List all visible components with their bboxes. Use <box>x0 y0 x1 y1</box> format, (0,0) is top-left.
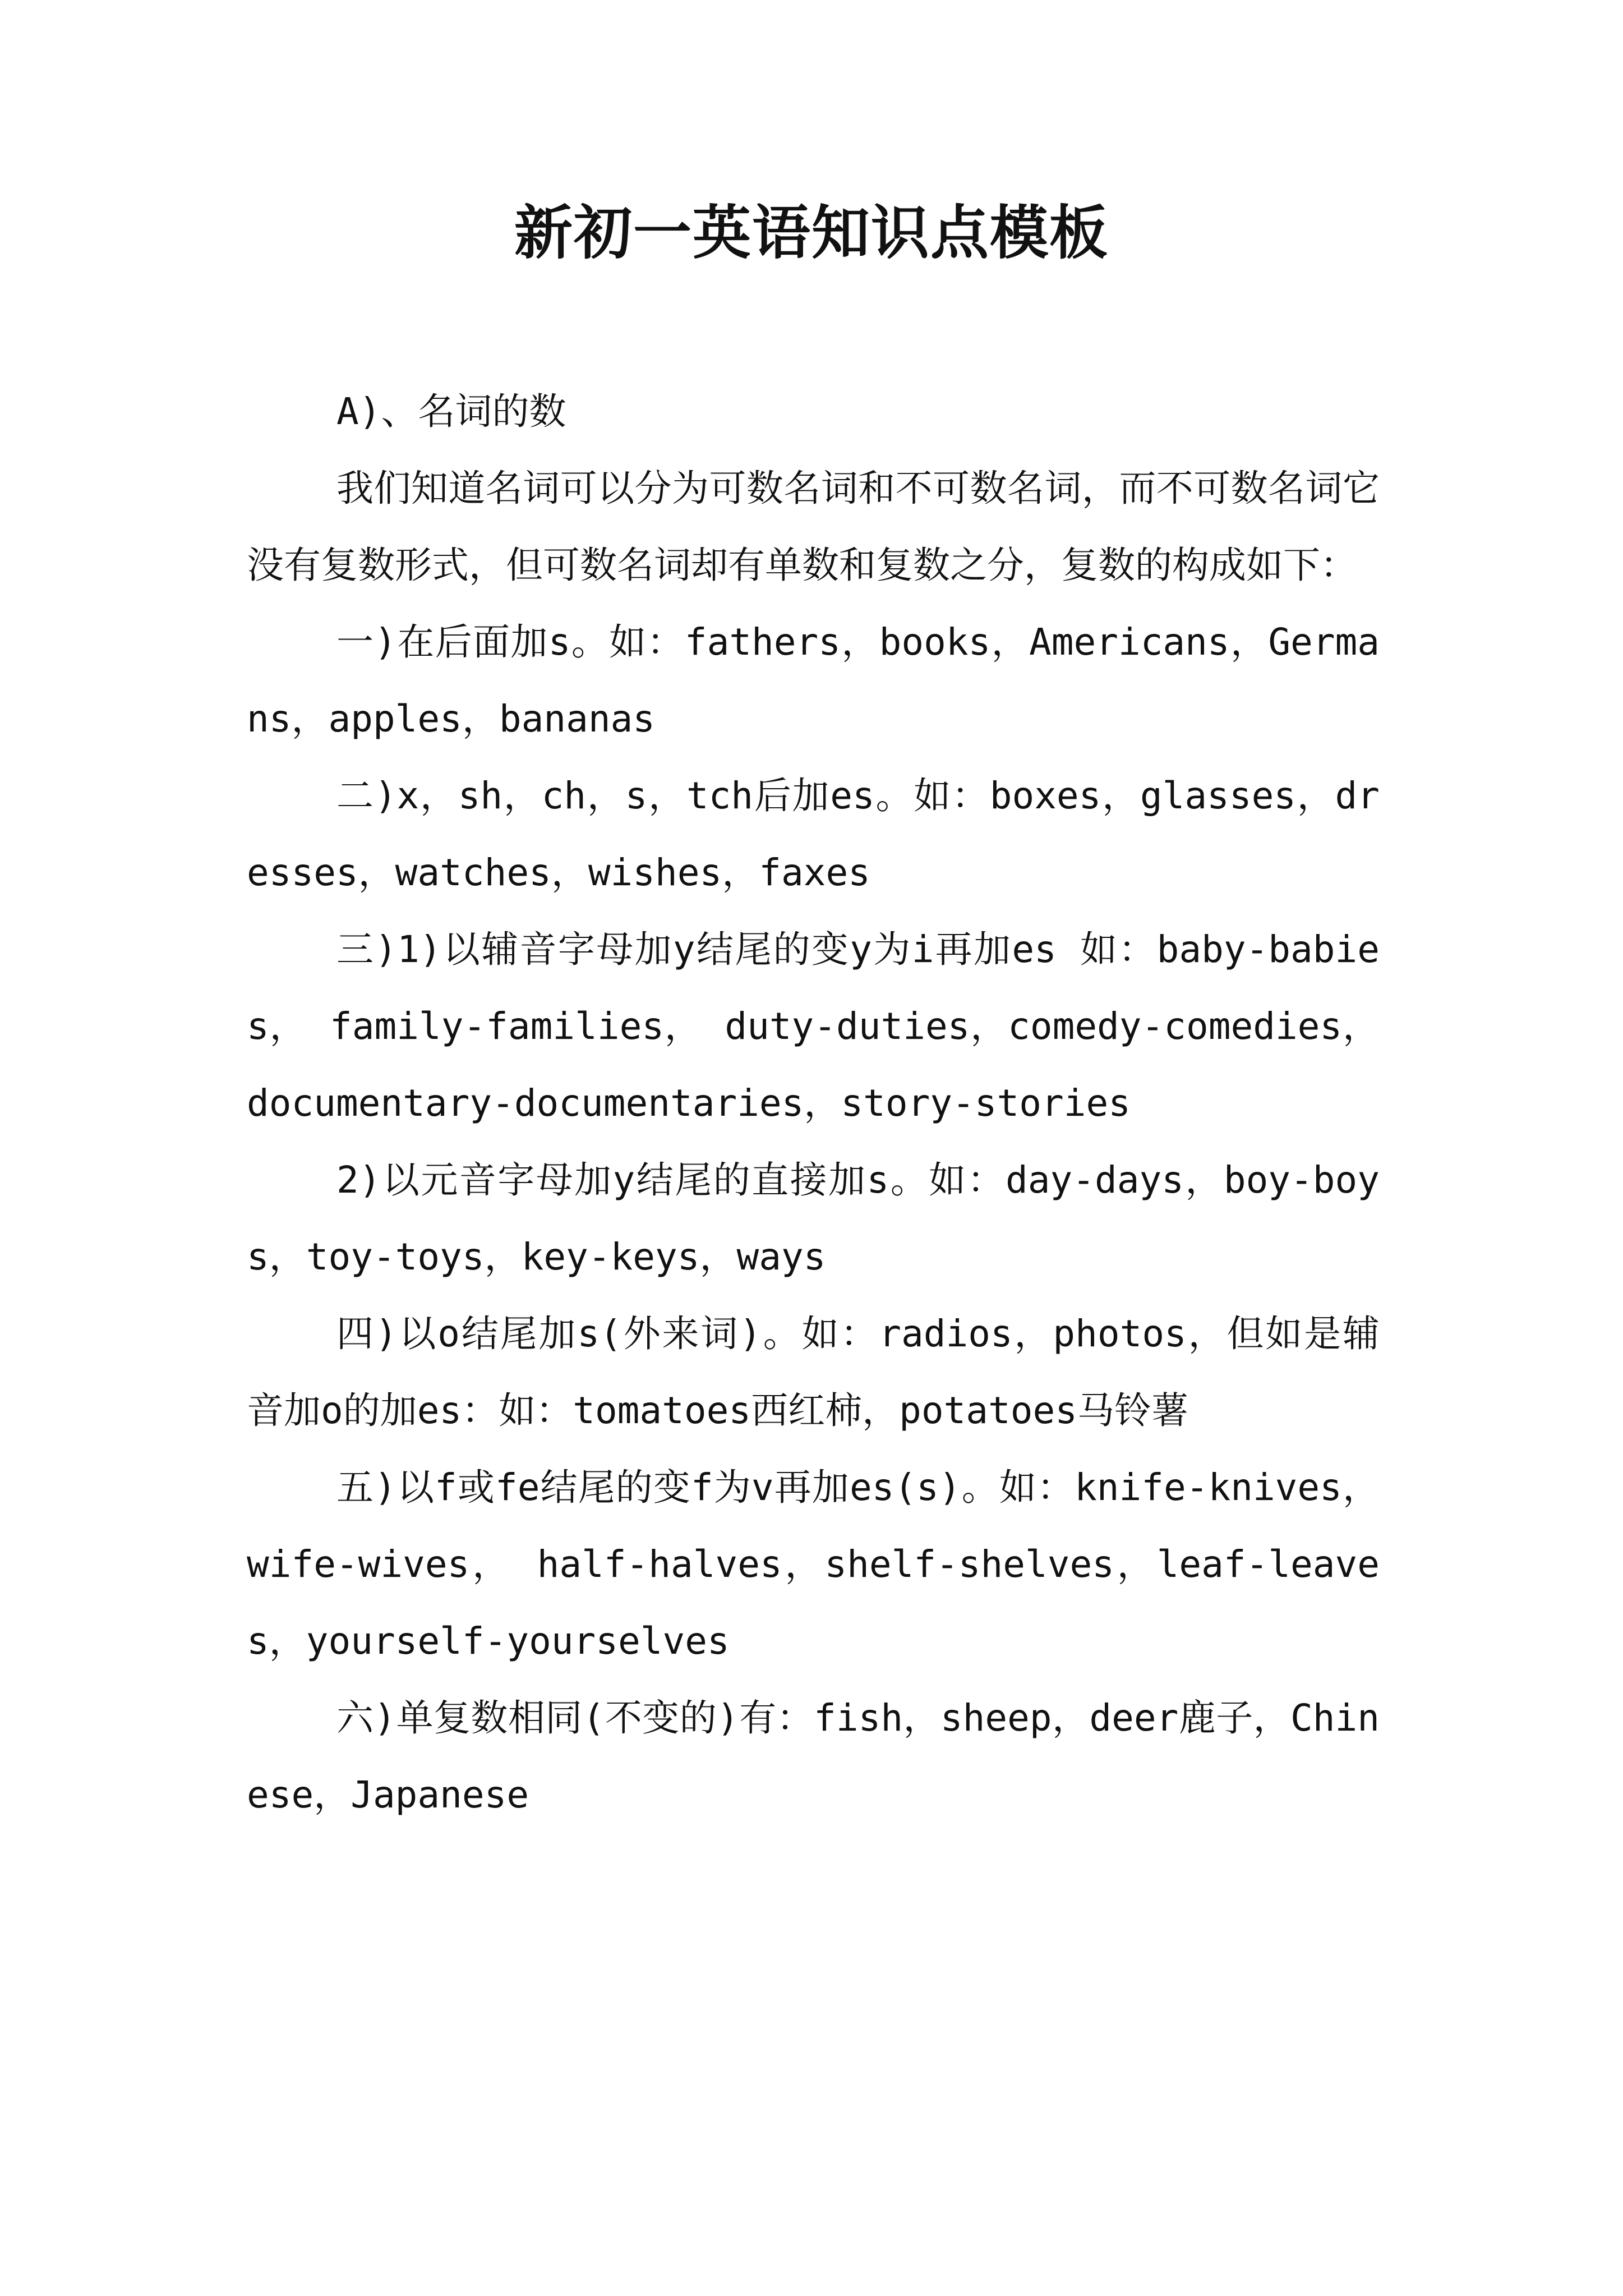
rule-paragraph-4: 四)以o结尾加s(外来词)。如：radios，photos，但如是辅音加o的加es：如：tomatoes西红柿，potatoes马铃薯 <box>247 1312 1380 1432</box>
rule-paragraph-5: 五)以f或fe结尾的变f为v再加es(s)。如：knife-knives， wife-wives， half-halves，shelf-shelves，leaf-leaves，yourself-yourselves <box>247 1466 1380 1663</box>
rule-paragraph-6: 六)单复数相同(不变的)有：fish，sheep，deer鹿子，Chinese，Japanese <box>247 1696 1380 1816</box>
rule-paragraph-1: 一)在后面加s。如：fathers，books，Americans，Germans，apples，bananas <box>247 620 1380 740</box>
rule-paragraph-2: 二)x，sh，ch，s，tch后加es。如：boxes，glasses，dresses，watches，wishes，faxes <box>247 774 1380 894</box>
section-heading: A)、名词的数 <box>336 390 566 433</box>
document-body <box>247 373 1380 1833</box>
rule-paragraph-3-2: 2)以元音字母加y结尾的直接加s。如：day-days，boy-boys，toy-toys，key-keys，ways <box>247 1158 1380 1278</box>
intro-paragraph: 我们知道名词可以分为可数名词和不可数名词，而不可数名词它没有复数形式，但可数名词却有单数和复数之分，复数的构成如下： <box>247 467 1380 587</box>
document-title: 新初一英语知识点模板 <box>514 198 1109 267</box>
rule-paragraph-3-1: 三)1)以辅音字母加y结尾的变y为i再加es 如：baby-babies， family-families， duty-duties，comedy-comedies， documentary-documentaries，story-stories <box>247 928 1380 1125</box>
